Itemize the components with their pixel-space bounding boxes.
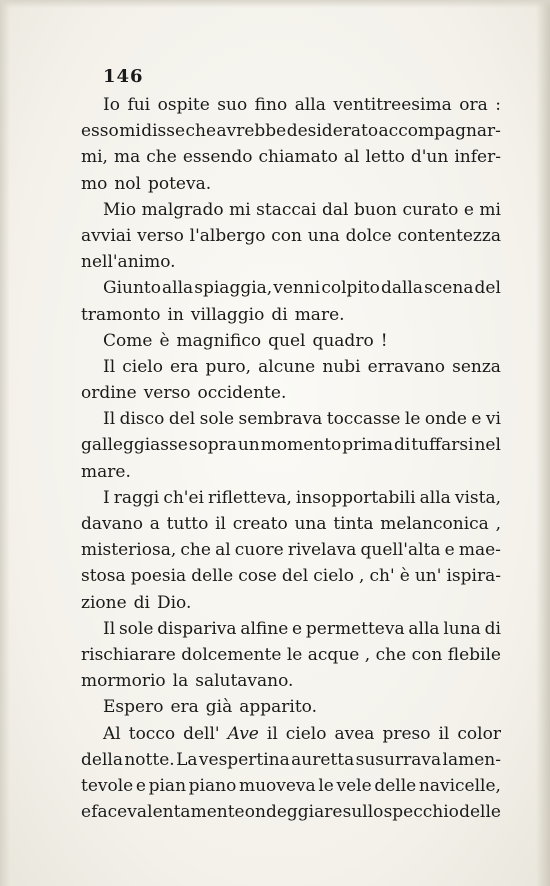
text-word: staccai: [256, 199, 317, 220]
text-word: alcune: [258, 356, 316, 377]
text-line: [81, 485, 501, 511]
text-word: è: [159, 330, 170, 351]
text-word: dolcemente: [181, 644, 282, 665]
text-word: erravano: [367, 356, 446, 377]
text-word: poteva.: [147, 173, 212, 194]
text-word: insopportabili: [295, 487, 416, 508]
text-word: mare.: [81, 461, 131, 482]
text-word: tuffarsi: [411, 435, 474, 456]
text-line: [81, 118, 501, 144]
text-line: [81, 668, 501, 694]
text-line: [81, 275, 501, 301]
text-line: [81, 616, 501, 642]
text-word: d'un: [410, 147, 449, 168]
text-word: ch': [369, 566, 395, 587]
text-word: le: [286, 644, 303, 665]
text-word: Ave: [227, 723, 259, 744]
text-word: cuore: [234, 540, 284, 561]
text-line: [81, 537, 501, 563]
text-word: color: [457, 723, 501, 744]
text-word: notte.: [124, 749, 175, 770]
text-word: e: [471, 409, 482, 430]
text-word: Mio: [103, 199, 137, 220]
text-word: !: [380, 330, 388, 351]
text-word: momento: [260, 435, 342, 456]
text-word: ospite: [157, 95, 210, 115]
text-word: ora: [459, 95, 488, 115]
text-word: alla: [408, 618, 440, 639]
text-word: poesia: [130, 566, 187, 587]
text-word: apparito.: [239, 697, 318, 718]
text-word: verso: [137, 225, 184, 246]
text-word: flebile: [447, 644, 501, 665]
text-word: magnifico: [176, 330, 262, 351]
text-word: scena: [424, 278, 474, 299]
text-word: nel: [474, 435, 501, 456]
text-word: spiaggia,: [194, 278, 273, 299]
text-word: Io: [103, 95, 120, 115]
text-word: melanconica: [380, 514, 489, 534]
text-word: a: [149, 514, 160, 534]
text-word: lentamente: [147, 802, 245, 823]
text-word: letto: [365, 147, 405, 168]
text-word: senza: [452, 356, 501, 377]
text-word: Come: [103, 330, 153, 351]
text-line: [81, 92, 501, 118]
scan-edge-left: [0, 0, 10, 886]
text-word: mi: [119, 121, 141, 142]
text-word: al: [343, 147, 360, 168]
text-word: misteriosa,: [81, 540, 177, 561]
text-line: [81, 773, 501, 799]
text-word: e: [292, 618, 303, 639]
text-line: [81, 249, 501, 275]
text-line: [81, 223, 501, 249]
text-word: sole: [118, 618, 154, 639]
text-word: pian: [148, 775, 187, 796]
text-word: esso: [81, 121, 119, 142]
text-word: sole: [199, 409, 235, 430]
text-word: permetteva: [305, 618, 405, 639]
text-word: disse: [141, 121, 186, 142]
text-word: della: [81, 749, 123, 770]
text-word: sullo: [342, 802, 384, 823]
text-line: [81, 406, 501, 432]
text-word: dell': [183, 723, 220, 744]
text-word: salutavano.: [195, 671, 294, 692]
text-word: mi: [229, 199, 251, 220]
text-line: [81, 302, 501, 328]
text-word: che: [185, 121, 217, 142]
text-word: venni: [273, 278, 321, 299]
text-word: di: [393, 435, 411, 456]
text-word: dal: [322, 199, 349, 220]
text-word: specchio: [383, 802, 459, 823]
text-word: avrebbe: [216, 121, 287, 142]
text-word: mare.: [294, 304, 345, 325]
text-word: galleggiasse: [81, 435, 188, 456]
text-word: di: [484, 618, 501, 639]
text-word: preso: [382, 723, 431, 744]
text-word: e: [463, 199, 474, 220]
body-text: [81, 92, 501, 825]
text-word: ,: [359, 566, 365, 587]
text-word: è: [399, 566, 410, 587]
text-word: curato: [402, 199, 459, 220]
text-word: che: [146, 147, 177, 168]
text-word: malgrado: [141, 199, 224, 220]
text-line: [81, 799, 501, 825]
text-line: [81, 642, 501, 668]
text-word: vespertina: [198, 749, 290, 770]
text-word: ,: [364, 644, 371, 665]
text-word: puro,: [205, 356, 252, 377]
text-word: il: [266, 723, 278, 744]
text-word: rischiarare: [81, 644, 176, 665]
scan-edge-top: [0, 0, 550, 8]
text-word: Dio.: [156, 592, 192, 613]
page-number: 146: [103, 66, 144, 87]
text-word: cielo: [285, 723, 327, 744]
text-word: Il: [103, 409, 116, 430]
text-word: Giunto: [103, 278, 161, 299]
text-line: [81, 459, 501, 485]
text-word: stosa: [81, 566, 126, 587]
text-line: [81, 590, 501, 616]
text-word: prima: [342, 435, 393, 456]
text-word: tocco: [128, 723, 176, 744]
text-word: un': [414, 566, 442, 587]
text-word: susurrava: [355, 749, 442, 770]
text-word: e: [81, 802, 92, 823]
text-word: avea: [334, 723, 375, 744]
text-word: davano: [81, 514, 143, 534]
text-line: [81, 354, 501, 380]
text-word: una: [307, 225, 340, 246]
text-word: il: [215, 514, 226, 534]
text-word: era: [170, 697, 199, 718]
text-word: delle: [374, 775, 417, 796]
text-line: [81, 563, 501, 589]
text-word: in: [167, 304, 184, 325]
text-word: mi,: [81, 147, 108, 168]
text-word: di: [133, 592, 150, 613]
text-word: sopra: [188, 435, 237, 456]
text-word: di: [271, 304, 288, 325]
text-line: [81, 432, 501, 458]
text-word: dalla: [380, 278, 423, 299]
text-word: suo: [217, 95, 248, 115]
text-word: tramonto: [81, 304, 161, 325]
text-word: nubi: [322, 356, 361, 377]
text-word: lamen-: [442, 749, 501, 770]
text-word: cielo: [313, 566, 354, 587]
text-word: raggi: [113, 487, 160, 508]
text-word: toccasse: [326, 409, 401, 430]
text-word: del: [168, 409, 196, 430]
text-word: verso: [143, 383, 191, 404]
text-word: chiamato: [258, 147, 338, 168]
text-word: tevole: [81, 775, 134, 796]
text-word: cose: [238, 566, 277, 587]
text-word: muoveva: [238, 775, 316, 796]
text-word: fui: [127, 95, 151, 115]
text-word: sembrava: [238, 409, 323, 430]
text-word: delle: [191, 566, 234, 587]
text-word: buon: [353, 199, 397, 220]
text-word: Il: [103, 618, 116, 639]
text-word: luna: [443, 618, 481, 639]
text-word: con: [411, 644, 443, 665]
text-word: che: [375, 644, 407, 665]
text-word: e: [135, 775, 146, 796]
text-word: rivelava: [287, 540, 357, 561]
text-word: del: [474, 278, 501, 299]
text-word: alfine: [240, 618, 289, 639]
text-word: con: [271, 225, 302, 246]
text-word: l'albergo: [189, 225, 266, 246]
text-word: infer-: [454, 147, 501, 168]
text-line: [81, 171, 501, 197]
text-word: accompagnar-: [378, 121, 501, 142]
text-word: che: [180, 540, 211, 561]
text-word: la: [172, 671, 189, 692]
text-word: tinta: [333, 514, 374, 534]
text-word: colpito: [321, 278, 380, 299]
text-word: fino: [254, 95, 288, 115]
text-word: una: [294, 514, 327, 534]
text-word: nol: [114, 173, 141, 194]
text-word: quadro: [312, 330, 374, 351]
text-word: le: [318, 775, 334, 796]
text-word: nell'animo.: [81, 252, 176, 273]
text-word: mormorio: [81, 671, 166, 692]
text-word: vi: [485, 409, 501, 430]
text-word: era: [170, 356, 199, 377]
text-word: contentezza: [397, 225, 501, 246]
text-word: ondeggiare: [244, 802, 343, 823]
text-line: [81, 380, 501, 406]
text-word: I: [103, 487, 110, 508]
text-word: già: [205, 697, 233, 718]
text-word: ordine: [81, 383, 137, 404]
text-line: [81, 144, 501, 170]
text-word: al: [215, 540, 231, 561]
text-line: [81, 511, 501, 537]
text-line: [81, 747, 501, 773]
text-word: vele: [336, 775, 372, 796]
text-word: dispariva: [157, 618, 237, 639]
text-line: [81, 197, 501, 223]
text-word: alla: [419, 487, 451, 508]
text-word: delle: [459, 802, 501, 823]
text-word: avviai: [81, 225, 132, 246]
text-word: alla: [294, 95, 326, 115]
text-word: le: [404, 409, 421, 430]
text-line: [81, 328, 501, 354]
text-word: villaggio: [190, 304, 265, 325]
text-word: acque: [307, 644, 360, 665]
text-word: zione: [81, 592, 127, 613]
text-word: cielo: [122, 356, 163, 377]
text-word: vista,: [454, 487, 501, 508]
text-word: piano: [188, 775, 237, 796]
text-line: [81, 694, 501, 720]
text-word: mi: [479, 199, 501, 220]
text-line: [81, 721, 501, 747]
text-word: :: [495, 95, 501, 115]
text-word: onde: [424, 409, 467, 430]
text-word: rifletteva,: [208, 487, 292, 508]
text-word: disco: [119, 409, 165, 430]
text-word: il: [438, 723, 450, 744]
text-word: del: [281, 566, 309, 587]
text-word: mae-: [458, 540, 501, 561]
text-word: occidente.: [197, 383, 287, 404]
text-word: e: [444, 540, 455, 561]
text-word: tutto: [166, 514, 209, 534]
text-word: essendo: [182, 147, 253, 168]
text-word: faceva: [91, 802, 147, 823]
text-word: ch'ei: [163, 487, 204, 508]
text-word: Il: [103, 356, 116, 377]
text-word: La: [176, 749, 198, 770]
text-word: ispira-: [446, 566, 501, 587]
text-word: creato: [232, 514, 288, 534]
text-word: un: [237, 435, 260, 456]
text-word: ventitreesima: [333, 95, 452, 115]
text-word: mo: [81, 173, 108, 194]
text-word: ,: [495, 514, 501, 534]
text-word: desiderato: [286, 121, 379, 142]
text-word: navicelle,: [418, 775, 501, 796]
text-word: Espero: [103, 697, 164, 718]
text-word: auretta: [291, 749, 355, 770]
text-word: alla: [162, 278, 194, 299]
text-word: dolce: [345, 225, 392, 246]
text-word: ma: [113, 147, 141, 168]
scan-edge-right: [536, 0, 550, 886]
text-word: quell'alta: [360, 540, 441, 561]
text-word: quel: [268, 330, 306, 351]
text-word: Al: [103, 723, 121, 744]
